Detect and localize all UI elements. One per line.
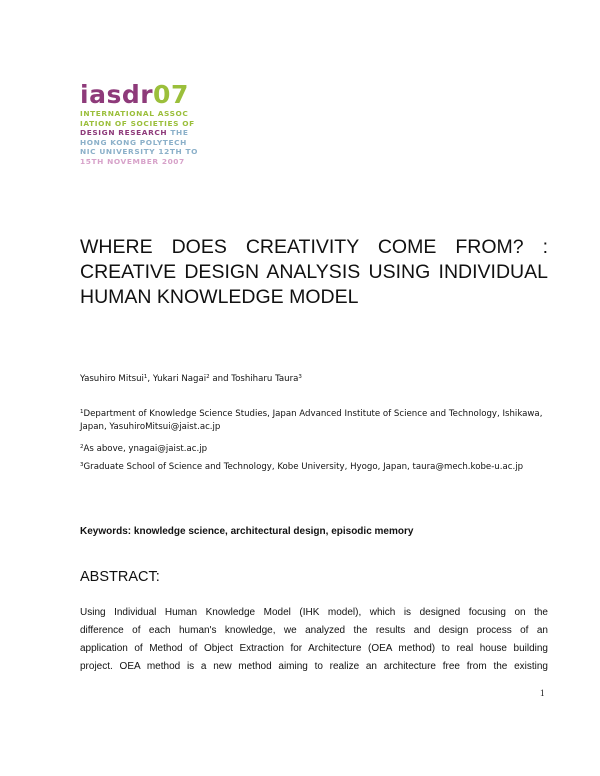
- affiliation-text: Department of Knowledge Science Studies, Japan Advanced Institute of Science and Technology, Ishikawa, Japan, YasuhiroMitsui@jaist.ac.jp: [80, 409, 543, 432]
- logo-text-segment: HONG KONG POLYTECH: [80, 137, 187, 147]
- logo-text-segment: INTERNATIONAL ASSOC: [80, 109, 189, 118]
- title-line: HUMAN KNOWLEDGE MODEL: [80, 286, 359, 308]
- logo-text-segment: NIC UNIVERSITY 12TH TO: [80, 147, 198, 157]
- title-line: WHERE DOES CREATIVITY COME FROM? :: [80, 236, 548, 258]
- author-affiliation-mark: 2: [206, 374, 210, 380]
- logo-text-segment: DESIGN RESEARCH: [80, 128, 171, 138]
- abstract-line: Using Individual Human Knowledge Model (IHK model), which is designed focusing on the: [80, 607, 548, 618]
- logo-wordmark-year: 07: [153, 80, 189, 109]
- abstract-body: [80, 604, 548, 676]
- logo-wordmark: [80, 82, 230, 109]
- affiliation-text: As above, ynagai@jaist.ac.jp: [83, 444, 208, 454]
- author-name: Toshiharu Taura: [231, 374, 299, 384]
- logo-wordmark-iasdr: iasdr: [80, 80, 154, 109]
- logo-text-line: [80, 157, 230, 167]
- affiliation-mark: 2: [80, 444, 84, 450]
- affiliation-1: [80, 406, 550, 434]
- abstract-heading: ABSTRACT:: [80, 569, 160, 585]
- author-separator: and: [209, 374, 232, 384]
- affiliation-text: Graduate School of Science and Technology, Kobe University, Hyogo, Japan, taura@mech.kobe-u.ac.jp: [83, 462, 524, 472]
- author-list: [80, 374, 302, 384]
- page-number: 1: [540, 688, 545, 698]
- abstract-line: project. OEA method is a new method aiming to realize an architecture free from the existing: [80, 661, 548, 672]
- affiliation-mark: 3: [80, 462, 84, 468]
- author-affiliation-mark: 1: [143, 374, 148, 380]
- keywords: Keywords: knowledge science, architectural design, episodic memory: [80, 526, 414, 537]
- title-line: CREATIVE DESIGN ANALYSIS USING INDIVIDUAL: [80, 261, 548, 283]
- conference-logo: [80, 82, 230, 167]
- affiliation-mark: 1: [80, 409, 84, 415]
- author-affiliation-mark: 3: [298, 374, 302, 380]
- logo-text-line: [80, 119, 230, 129]
- logo-text-segment: THE: [170, 128, 189, 138]
- paper-title: [80, 235, 548, 310]
- logo-text-line: [80, 109, 230, 119]
- author-name: Yasuhiro Mitsui: [80, 374, 144, 384]
- affiliation-2: [80, 441, 550, 456]
- author-name: Yukari Nagai: [152, 374, 207, 384]
- logo-text-block: [80, 109, 230, 167]
- logo-text-segment: IATION OF SOCIETIES OF: [80, 118, 195, 128]
- abstract-line: difference of each human's knowledge, we analyzed the results and design process of an: [80, 625, 548, 636]
- affiliation-3: [80, 459, 550, 474]
- abstract-line: application of Method of Object Extraction for Architecture (OEA method) to real house building: [80, 643, 548, 654]
- logo-text-line: [80, 147, 230, 157]
- logo-text-line: [80, 138, 230, 148]
- logo-text-segment: 15TH NOVEMBER 2007: [80, 156, 185, 166]
- logo-text-line: [80, 128, 230, 138]
- author-separator: ,: [147, 374, 153, 384]
